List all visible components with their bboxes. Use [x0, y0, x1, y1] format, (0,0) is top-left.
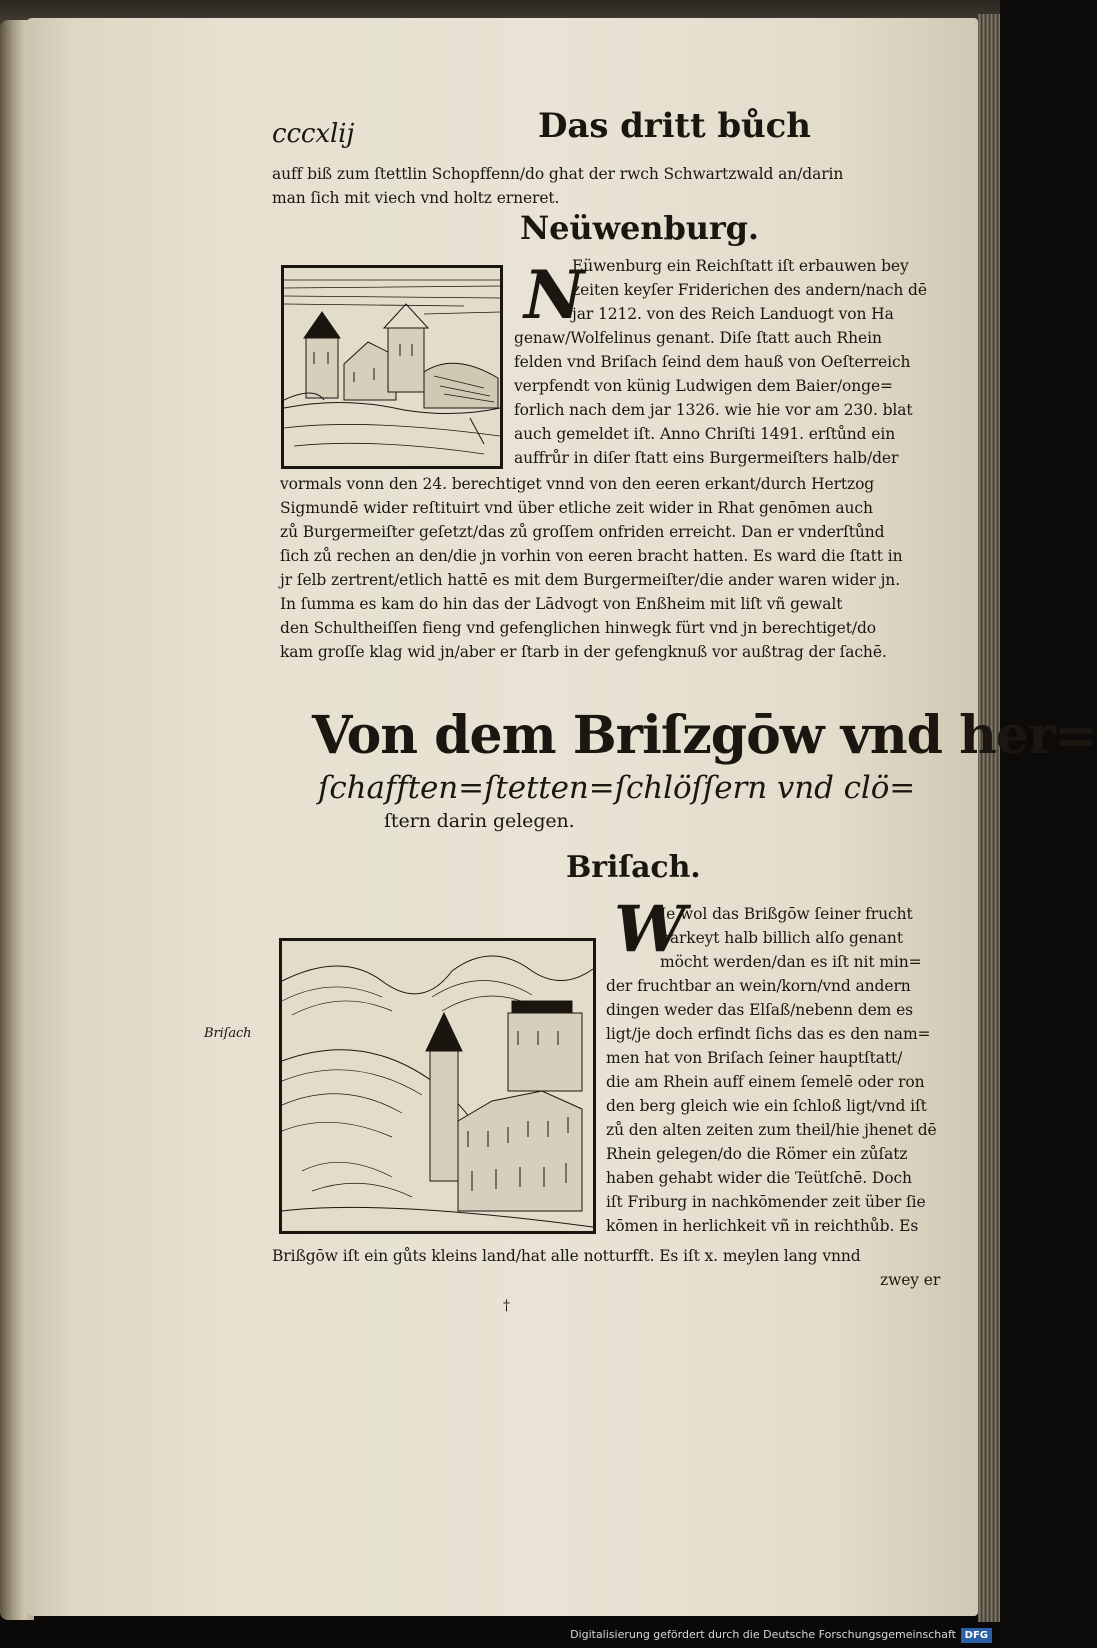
body-line: den Schultheiſſen fieng vnd gefenglichen hinwegk fürt vnd jn berechtiget/do [280, 619, 877, 637]
woodcut-brisach [279, 938, 596, 1234]
body-line: haben gehabt wider die Teütſchē. Doch [606, 1169, 912, 1187]
body-line: der fruchtbar an wein/korn/vnd andern [606, 977, 911, 995]
body-line: auch gemeldet iſt. Anno Chriſti 1491. erſtůnd ein [514, 425, 896, 443]
body-line: Brißgōw iſt ein gůts kleins land/hat alle notturfft. Es iſt x. meylen lang vnnd [272, 1247, 861, 1265]
body-line: ſich zů rechen an den/die jn vorhin von eeren bracht hatten. Es ward die ſtatt in [280, 547, 903, 565]
body-line: zů den alten zeiten zum theil/hie jhenet dē [606, 1121, 937, 1139]
body-line: auffrůr in diſer ſtatt eins Burgermeiſters halb/der [514, 449, 899, 467]
drop-cap-w: W [614, 892, 686, 967]
body-line: kōmen in herlichkeit vñ in reichthůb. Es [606, 1217, 919, 1235]
folio-number: cccxlij [272, 119, 355, 149]
body-line: Je wol das Brißgōw ſeiner frucht [660, 905, 913, 923]
body-line: dingen weder das Elſaß/nebenn dem es [606, 1001, 913, 1019]
body-line: felden vnd Briſach ſeind dem hauß von Oeſterreich [514, 353, 911, 371]
body-line: iſt Friburg in nachkōmender zeit über ſie [606, 1193, 926, 1211]
intro-line: auff biß zum ſtettlin Schopffenn/do ghat der rwch Schwartzwald an/darin [272, 165, 844, 183]
woodcut-neuwenburg [281, 265, 503, 469]
woodcut-neuwenburg-drawing [284, 268, 500, 466]
body-line: jar 1212. von des Reich Landuogt von Ha [572, 305, 894, 323]
body-line: Rhein gelegen/do die Römer ein zůſatz [606, 1145, 908, 1163]
section-heading-brisach: Briſach. [566, 850, 701, 885]
body-line: barkeyt halb billich alſo genant [660, 929, 903, 947]
body-line: zeiten keyſer Friderichen des andern/nach dē [572, 281, 927, 299]
intro-line: man ſich mit viech vnd holtz erneret. [272, 189, 560, 207]
woodcut-brisach-drawing [282, 941, 593, 1231]
section-heading-neuwenburg: Neüwenburg. [520, 209, 759, 247]
running-title: Das dritt bůch [538, 106, 811, 146]
body-line: möcht werden/dan es iſt nit min= [660, 953, 922, 971]
body-line: vormals vonn den 24. berechtiget vnnd von den eeren erkant/durch Hertzog [280, 475, 875, 493]
body-line: kam groſſe klag wid jn/aber er ſtarb in der gefengknuß vor außtrag der ſachē. [280, 643, 887, 661]
page-mark: † [503, 1298, 510, 1314]
body-line: ligt/je doch erfindt ſichs das es den nam= [606, 1025, 931, 1043]
body-line: forlich nach dem jar 1326. wie hie vor am 230. blat [514, 401, 913, 419]
body-line: jr ſelb zertrent/etlich hattē es mit dem Burgermeiſter/die ander waren wider jn. [280, 571, 901, 589]
body-line: zů Burgermeiſter geſetzt/das zů groſſem onfriden erreicht. Dan er vnderſtůnd [280, 523, 885, 541]
chapter-title-line-1: Von dem Briſzgōw vnd her= [312, 705, 1097, 766]
body-line: Eüwenburg ein Reichſtatt iſt erbauwen bey [572, 257, 909, 275]
body-line: die am Rhein auff einem ſemelē oder ron [606, 1073, 925, 1091]
body-line: verpfendt von künig Ludwigen dem Baier/onge= [514, 377, 893, 395]
body-line: den berg gleich wie ein ſchloß ligt/vnd iſt [606, 1097, 927, 1115]
body-line: Sigmundē wider reſtituirt vnd über etliche zeit wider in Rhat genōmen auch [280, 499, 873, 517]
catchword: zwey er [880, 1271, 941, 1289]
body-line: In ſumma es kam do hin das der Lādvogt von Enßheim mit liſt vñ gewalt [280, 595, 843, 613]
chapter-title-line-2: ſchafften=ſtetten=ſchlöſſern vnd clö= [318, 770, 916, 806]
drop-cap-n: N [524, 256, 585, 334]
margin-note-brisach: Briſach [204, 1026, 252, 1041]
dfg-logo: DFG [961, 1628, 992, 1643]
digitization-credit: Digitalisierung gefördert durch die Deutsche Forschungsgemeinschaft [570, 1628, 956, 1641]
chapter-title-line-3: ſtern darin gelegen. [384, 810, 575, 832]
page-edges [978, 14, 1000, 1624]
body-line: men hat von Briſach ſeiner hauptſtatt/ [606, 1049, 903, 1067]
body-line: genaw/Wolfelinus genant. Diſe ſtatt auch Rhein [514, 329, 882, 347]
